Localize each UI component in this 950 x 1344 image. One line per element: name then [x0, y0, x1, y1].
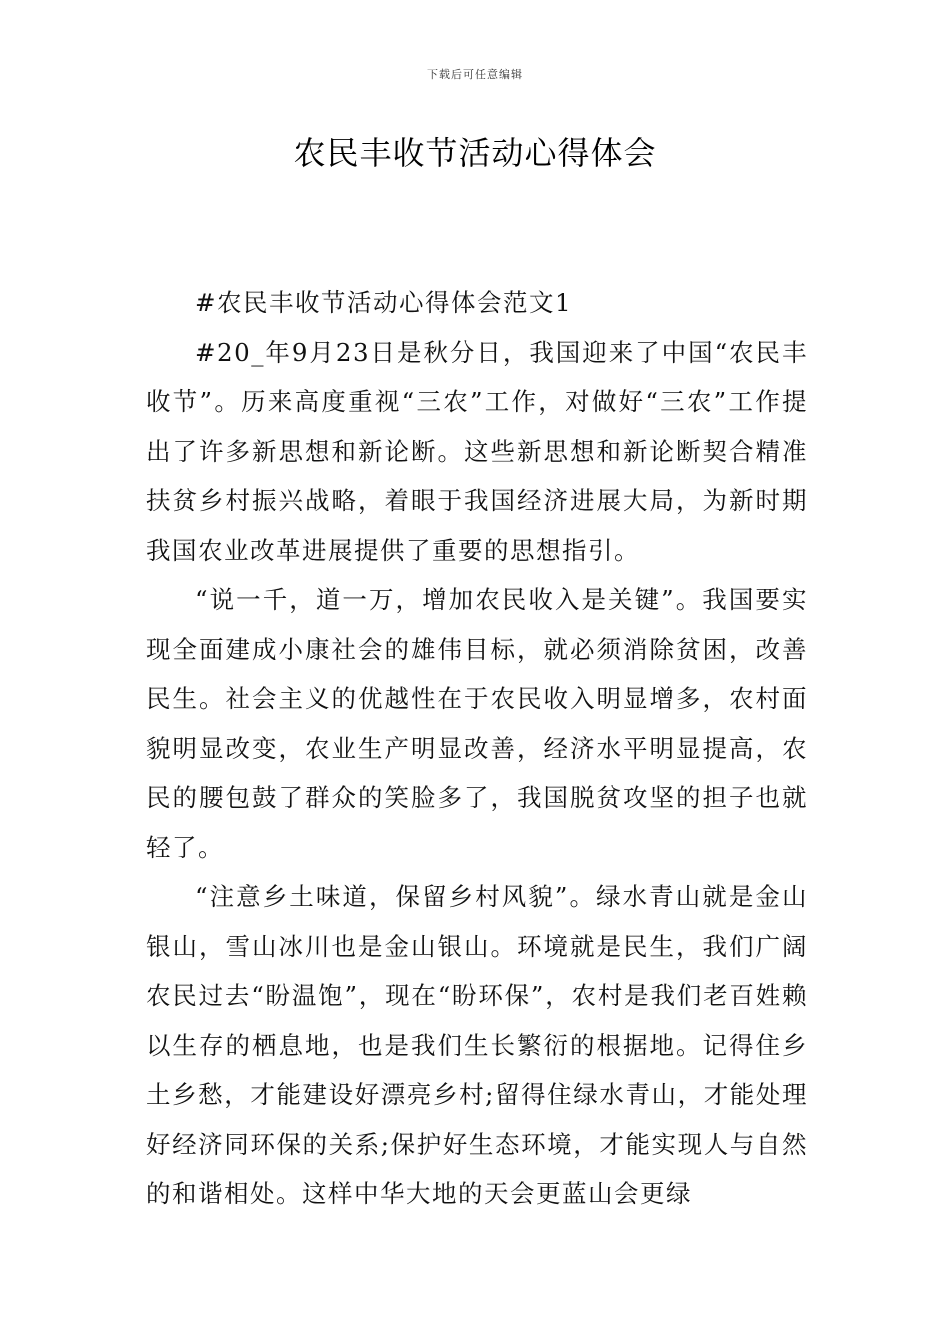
paragraph-subtitle: #农民丰收节活动心得体会范文1: [195, 288, 573, 317]
paragraph: “注意乡土味道，保留乡村风貌”。绿水青山就是金山银山，雪山冰川也是金山银山。环境就是民生，我们广阔农民过去“盼温饱”，现在“盼环保”，农村是我们老百姓赖以生存的栖息地，也是我们生长繁衍的根据地。记得住乡土乡愁，才能建设好漂亮乡村;留得住绿水青山，才能处理好经济同环保的关系;保护好生态环境，才能实现人与自然的和谐相处。这样中华大地的天会更蓝山会更绿: [146, 882, 808, 1208]
header-note: 下载后可任意编辑: [427, 68, 523, 81]
document-body: [146, 278, 808, 1219]
paragraph: “说一千，道一万，增加农民收入是关键”。我国要实现全面建成小康社会的雄伟目标，就必须消除贫困，改善民生。社会主义的优越性在于农民收入明显增多，农村面貌明显改变，农业生产明显改善，经济水平明显提高，农民的腰包鼓了群众的笑脸多了，我国脱贫攻坚的担子也就轻了。: [146, 585, 808, 862]
document-title: 农民丰收节活动心得体会: [293, 134, 657, 172]
paragraph: #20_年9月23日是秋分日，我国迎来了中国“农民丰收节”。历来高度重视“三农”工作，对做好“三农”工作提出了许多新思想和新论断。这些新思想和新论断契合精准扶贫乡村振兴战略，着眼于我国经济进展大局，为新时期我国农业改革进展提供了重要的思想指引。: [146, 337, 808, 565]
